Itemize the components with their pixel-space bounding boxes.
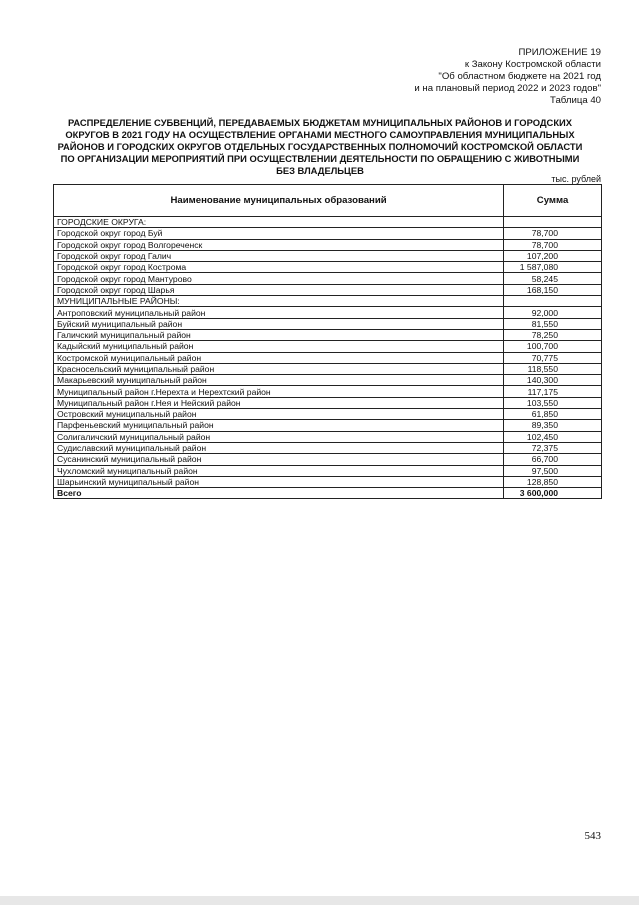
table-row [54,431,602,442]
row-name: Галичский муниципальный район [54,329,504,340]
row-sum: 107,200 [504,250,602,261]
table-row [54,341,602,352]
row-sum: 103,550 [504,397,602,408]
scan-edge [0,896,639,905]
row-name: Макарьевский муниципальный район [54,375,504,386]
table-row [54,307,602,318]
row-name: Костромской муниципальный район [54,352,504,363]
row-sum: 72,375 [504,442,602,453]
table-row [54,228,602,239]
header-sum: Сумма [504,185,602,217]
title-line: ОКРУГОВ В 2021 ГОДУ НА ОСУЩЕСТВЛЕНИЕ ОРГАНАМИ МЕСТНОГО САМОУПРАВЛЕНИЯ МУНИЦИПАЛЬНЫХ [65,129,575,140]
appendix-header [414,47,601,107]
row-name: Парфеньевский муниципальный район [54,420,504,431]
table-body [54,217,602,499]
table-row [54,352,602,363]
row-sum: 78,700 [504,228,602,239]
row-name: Буйский муниципальный район [54,318,504,329]
table-header-row [54,185,602,217]
appendix-line: ПРИЛОЖЕНИЕ 19 [518,47,601,58]
section-label: ГОРОДСКИЕ ОКРУГА: [54,217,504,228]
section-label: МУНИЦИПАЛЬНЫЕ РАЙОНЫ: [54,296,504,307]
row-sum: 89,350 [504,420,602,431]
title-line: РАЙОНОВ И ГОРОДСКИХ ОКРУГОВ ОТДЕЛЬНЫХ ГОСУДАРСТВЕННЫХ ПОЛНОМОЧИЙ КОСТРОМСКОЙ ОБЛАСТИ [57,141,583,152]
row-name: Всего [54,488,504,499]
title-line: БЕЗ ВЛАДЕЛЬЦЕВ [276,165,364,176]
row-name: Городской округ город Шарья [54,284,504,295]
row-sum: 102,450 [504,431,602,442]
row-name: Островский муниципальный район [54,409,504,420]
table-row [54,262,602,273]
row-sum: 78,250 [504,329,602,340]
document-title [40,117,600,177]
table-row [54,284,602,295]
row-sum: 97,500 [504,465,602,476]
row-name: Городской округ город Кострома [54,262,504,273]
table-row [54,329,602,340]
table-row [54,273,602,284]
row-name: Кадыйский муниципальный район [54,341,504,352]
row-name: Антроповский муниципальный район [54,307,504,318]
row-name: Чухломский муниципальный район [54,465,504,476]
section-row [54,296,602,307]
row-sum: 70,775 [504,352,602,363]
row-sum: 78,700 [504,239,602,250]
units-label: тыс. рублей [551,174,601,184]
row-sum: 66,700 [504,454,602,465]
page-number: 543 [584,830,601,842]
row-sum: 117,175 [504,386,602,397]
row-name: Городской округ город Волгореченск [54,239,504,250]
table-row [54,250,602,261]
row-sum: 100,700 [504,341,602,352]
table-row [54,375,602,386]
table-row [54,420,602,431]
appendix-line: "Об областном бюджете на 2021 год [438,71,601,82]
row-sum: 118,550 [504,363,602,374]
row-sum: 1 587,080 [504,262,602,273]
table-row [54,476,602,487]
row-name: Муниципальный район г.Нерехта и Нерехтский район [54,386,504,397]
table-row [54,488,602,499]
table-row [54,318,602,329]
table-row [54,397,602,408]
row-sum: 168,150 [504,284,602,295]
row-name: Шарьинский муниципальный район [54,476,504,487]
title-line: РАСПРЕДЕЛЕНИЕ СУБВЕНЦИЙ, ПЕРЕДАВАЕМЫХ БЮДЖЕТАМ МУНИЦИПАЛЬНЫХ РАЙОНОВ И ГОРОДСКИХ [67,117,573,128]
row-sum: 81,550 [504,318,602,329]
row-name: Красносельский муниципальный район [54,363,504,374]
table-row [54,363,602,374]
table-row [54,239,602,250]
row-name: Городской округ город Мантурово [54,273,504,284]
row-name: Городской округ город Галич [54,250,504,261]
table-row [54,465,602,476]
header-name: Наименование муниципальных образований [54,185,504,217]
row-sum: 61,850 [504,409,602,420]
section-sum-empty [504,296,602,307]
row-name: Судиславский муниципальный район [54,442,504,453]
table-row [54,454,602,465]
row-sum: 128,850 [504,476,602,487]
appendix-line: к Закону Костромской области [464,59,601,70]
row-name: Солигаличский муниципальный район [54,431,504,442]
title-line: ПО ОРГАНИЗАЦИИ МЕРОПРИЯТИЙ ПРИ ОСУЩЕСТВЛЕНИИ ДЕЯТЕЛЬНОСТИ ПО ОБРАЩЕНИЮ С ЖИВОТНЫМИ [60,153,580,164]
section-row [54,217,602,228]
row-sum: 140,300 [504,375,602,386]
row-sum: 3 600,000 [504,488,602,499]
table-row [54,386,602,397]
distribution-table [53,184,602,499]
table-row [54,442,602,453]
table-row [54,409,602,420]
row-sum: 58,245 [504,273,602,284]
appendix-line: Таблица 40 [550,95,601,106]
row-name: Сусанинский муниципальный район [54,454,504,465]
row-name: Муниципальный район г.Нея и Нейский район [54,397,504,408]
appendix-line: и на плановый период 2022 и 2023 годов" [414,83,601,94]
row-name: Городской округ город Буй [54,228,504,239]
row-sum: 92,000 [504,307,602,318]
section-sum-empty [504,217,602,228]
